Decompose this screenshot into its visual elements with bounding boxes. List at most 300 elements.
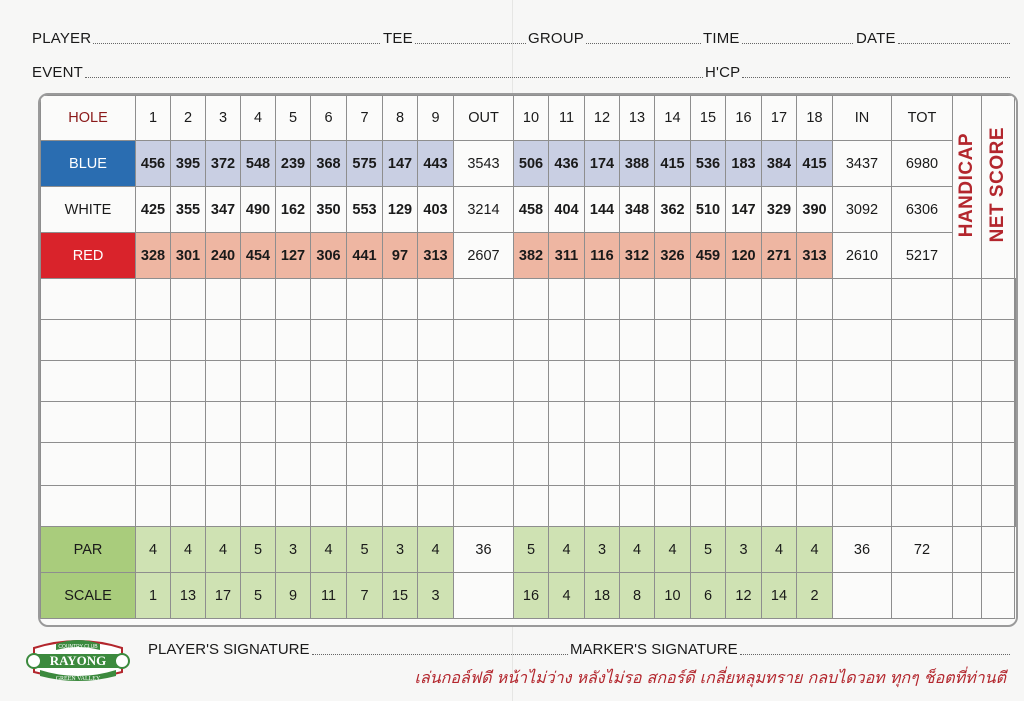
score-entry-cell[interactable]	[171, 361, 206, 402]
score-entry-cell[interactable]	[892, 361, 953, 402]
score-entry-cell[interactable]	[797, 486, 833, 527]
tot-total-cell: 6306	[892, 187, 953, 233]
score-entry-cell[interactable]	[833, 486, 892, 527]
score-entry-cell[interactable]	[982, 443, 1015, 486]
score-entry-cell[interactable]	[691, 402, 726, 443]
tee-line[interactable]	[383, 30, 528, 47]
score-entry-cell[interactable]	[585, 279, 620, 320]
score-entry-cell[interactable]	[620, 320, 655, 361]
score-entry-cell[interactable]	[514, 361, 549, 402]
score-entry-cell[interactable]	[655, 320, 691, 361]
hcp-line[interactable]	[705, 64, 1012, 81]
hole-number: 12	[585, 96, 620, 141]
tot-total-cell: 6980	[892, 141, 953, 187]
stroke-index-cell: 6	[691, 573, 726, 619]
score-entry-cell[interactable]	[454, 320, 514, 361]
score-entry-cell[interactable]	[454, 361, 514, 402]
score-entry-cell[interactable]	[726, 320, 762, 361]
player-signature-label: PLAYER'S SIGNATURE	[148, 641, 310, 658]
logo-bottom-text: GREEN VALLEY	[55, 676, 101, 682]
hole-number: 13	[620, 96, 655, 141]
stroke-index-cell: 7	[347, 573, 383, 619]
par-in-cell: 36	[833, 527, 892, 573]
score-entry-cell[interactable]	[383, 443, 418, 486]
in-total-cell: 3437	[833, 141, 892, 187]
score-entry-cell[interactable]	[797, 443, 833, 486]
score-entry-cell[interactable]	[276, 279, 311, 320]
hcp-label: H'CP	[705, 64, 741, 81]
par-cell: 5	[691, 527, 726, 573]
score-entry-cell[interactable]	[982, 279, 1015, 320]
score-entry-cell[interactable]	[276, 443, 311, 486]
time-line[interactable]	[703, 30, 855, 47]
score-entry-cell[interactable]	[1015, 443, 1016, 486]
tot-total-cell: 5217	[892, 233, 953, 279]
score-entry-cell[interactable]	[833, 361, 892, 402]
score-entry-cell[interactable]	[655, 486, 691, 527]
stroke-index-cell: 15	[383, 573, 418, 619]
par-cell: 3	[383, 527, 418, 573]
score-entry-cell[interactable]	[171, 402, 206, 443]
score-entry-cell[interactable]	[762, 443, 797, 486]
score-entry-cell[interactable]	[726, 486, 762, 527]
stroke-index-cell: 17	[206, 573, 241, 619]
score-entry-cell[interactable]	[982, 361, 1015, 402]
player-score-row	[41, 443, 1016, 486]
score-entry-cell[interactable]	[206, 443, 241, 486]
par-cell: 5	[514, 527, 549, 573]
score-entry-cell[interactable]	[383, 320, 418, 361]
player-score-row	[41, 402, 1016, 443]
score-entry-cell[interactable]	[136, 361, 171, 402]
time-label: TIME	[703, 30, 740, 47]
handicap-label: HANDICAP	[956, 132, 977, 238]
score-entry-cell[interactable]	[347, 486, 383, 527]
net-score-entry-cell[interactable]	[982, 527, 1015, 573]
score-entry-cell[interactable]	[311, 443, 347, 486]
score-entry-cell[interactable]	[620, 486, 655, 527]
score-entry-cell[interactable]	[418, 486, 454, 527]
yardage-cell: 347	[206, 187, 241, 233]
scorecard	[38, 93, 1018, 627]
yardage-cell: 456	[136, 141, 171, 187]
score-entry-cell[interactable]	[691, 443, 726, 486]
yardage-cell: 328	[136, 233, 171, 279]
score-entry-cell[interactable]	[41, 320, 136, 361]
yardage-cell: 415	[797, 141, 833, 187]
score-entry-cell[interactable]	[136, 486, 171, 527]
score-entry-cell[interactable]	[171, 320, 206, 361]
par-cell: 4	[762, 527, 797, 573]
marker-signature-label: MARKER'S SIGNATURE	[570, 641, 738, 658]
score-entry-cell[interactable]	[454, 443, 514, 486]
hole-number: 9	[418, 96, 454, 141]
score-entry-cell[interactable]	[892, 320, 953, 361]
yardage-cell: 355	[171, 187, 206, 233]
score-entry-cell[interactable]	[241, 443, 276, 486]
tot-header: TOT	[892, 96, 953, 141]
yardage-cell: 127	[276, 233, 311, 279]
score-entry-cell[interactable]	[1015, 486, 1016, 527]
hole-number: 15	[691, 96, 726, 141]
score-entry-cell[interactable]	[762, 486, 797, 527]
score-entry-cell[interactable]	[41, 279, 136, 320]
hole-number: 11	[549, 96, 585, 141]
score-entry-cell[interactable]	[549, 361, 585, 402]
player-score-row	[41, 361, 1016, 402]
group-label: GROUP	[528, 30, 585, 47]
tee-name-label: WHITE	[41, 187, 136, 233]
stroke-index-cell: 1	[136, 573, 171, 619]
score-entry-cell[interactable]	[41, 402, 136, 443]
score-entry-cell[interactable]	[171, 279, 206, 320]
yardage-cell: 362	[655, 187, 691, 233]
score-entry-cell[interactable]	[241, 402, 276, 443]
yardage-cell: 97	[383, 233, 418, 279]
player-score-row	[41, 320, 1016, 361]
score-entry-cell[interactable]	[982, 486, 1015, 527]
score-entry-cell[interactable]	[136, 320, 171, 361]
yardage-cell: 510	[691, 187, 726, 233]
score-entry-cell[interactable]	[953, 361, 982, 402]
score-entry-cell[interactable]	[892, 486, 953, 527]
score-entry-cell[interactable]	[953, 320, 982, 361]
yardage-cell: 240	[206, 233, 241, 279]
yardage-cell: 553	[347, 187, 383, 233]
par-row	[41, 527, 1016, 573]
yardage-cell: 312	[620, 233, 655, 279]
score-entry-cell[interactable]	[241, 486, 276, 527]
hole-number: 16	[726, 96, 762, 141]
par-cell: 3	[585, 527, 620, 573]
score-entry-cell[interactable]	[655, 443, 691, 486]
score-entry-cell[interactable]	[1015, 361, 1016, 402]
score-entry-cell[interactable]	[41, 443, 136, 486]
score-entry-cell[interactable]	[171, 486, 206, 527]
stroke-index-cell: 11	[311, 573, 347, 619]
score-entry-cell[interactable]	[514, 279, 549, 320]
yardage-cell: 536	[691, 141, 726, 187]
score-entry-cell[interactable]	[892, 402, 953, 443]
score-entry-cell[interactable]	[726, 402, 762, 443]
score-entry-cell[interactable]	[514, 402, 549, 443]
score-entry-cell[interactable]	[620, 279, 655, 320]
hole-number: 18	[797, 96, 833, 141]
score-entry-cell[interactable]	[691, 486, 726, 527]
score-entry-cell[interactable]	[383, 486, 418, 527]
hole-number: 5	[276, 96, 311, 141]
yardage-cell: 372	[206, 141, 241, 187]
yardage-cell: 490	[241, 187, 276, 233]
yardage-cell: 548	[241, 141, 276, 187]
handicap-column-header	[953, 96, 982, 279]
scale-label: SCALE	[41, 573, 136, 619]
marker-signature-line[interactable]	[570, 641, 1012, 658]
yardage-cell: 443	[418, 141, 454, 187]
par-cell: 4	[620, 527, 655, 573]
score-entry-cell[interactable]	[347, 320, 383, 361]
score-entry-cell[interactable]	[241, 320, 276, 361]
score-entry-cell[interactable]	[797, 279, 833, 320]
score-entry-cell[interactable]	[418, 279, 454, 320]
out-header: OUT	[454, 96, 514, 141]
hole-number: 2	[171, 96, 206, 141]
score-entry-cell[interactable]	[41, 361, 136, 402]
yardage-cell: 458	[514, 187, 549, 233]
score-entry-cell[interactable]	[726, 443, 762, 486]
score-entry-cell[interactable]	[797, 320, 833, 361]
score-entry-cell[interactable]	[347, 443, 383, 486]
yardage-cell: 120	[726, 233, 762, 279]
red-tee-row	[41, 233, 1016, 279]
score-entry-cell[interactable]	[655, 402, 691, 443]
score-entry-cell[interactable]	[383, 402, 418, 443]
stroke-index-cell: 3	[418, 573, 454, 619]
hole-number: 7	[347, 96, 383, 141]
white-tee-row	[41, 187, 1016, 233]
score-entry-cell[interactable]	[833, 320, 892, 361]
score-entry-cell[interactable]	[620, 443, 655, 486]
score-entry-cell[interactable]	[454, 486, 514, 527]
score-entry-cell[interactable]	[347, 361, 383, 402]
yardage-cell: 306	[311, 233, 347, 279]
par-cell: 4	[136, 527, 171, 573]
score-entry-cell[interactable]	[585, 361, 620, 402]
score-entry-cell[interactable]	[549, 320, 585, 361]
yardage-cell: 454	[241, 233, 276, 279]
score-entry-cell[interactable]	[241, 279, 276, 320]
yardage-cell: 404	[549, 187, 585, 233]
handicap-entry-cell[interactable]	[953, 573, 982, 619]
score-entry-cell[interactable]	[655, 361, 691, 402]
score-entry-cell[interactable]	[953, 443, 982, 486]
event-label: EVENT	[32, 64, 84, 81]
yardage-cell: 326	[655, 233, 691, 279]
score-entry-cell[interactable]	[514, 486, 549, 527]
yardage-cell: 350	[311, 187, 347, 233]
scale-out-cell	[454, 573, 514, 619]
score-entry-cell[interactable]	[206, 402, 241, 443]
stroke-index-cell: 13	[171, 573, 206, 619]
score-entry-cell[interactable]	[311, 279, 347, 320]
score-entry-cell[interactable]	[585, 402, 620, 443]
score-entry-cell[interactable]	[1015, 320, 1016, 361]
score-entry-cell[interactable]	[454, 402, 514, 443]
date-label: DATE	[856, 30, 896, 47]
score-entry-cell[interactable]	[41, 486, 136, 527]
score-entry-cell[interactable]	[762, 361, 797, 402]
tee-name-label: RED	[41, 233, 136, 279]
score-entry-cell[interactable]	[691, 279, 726, 320]
score-entry-cell[interactable]	[797, 402, 833, 443]
yardage-cell: 147	[383, 141, 418, 187]
yardage-cell: 147	[726, 187, 762, 233]
score-entry-cell[interactable]	[833, 443, 892, 486]
par-tot-cell: 72	[892, 527, 953, 573]
stroke-index-cell: 8	[620, 573, 655, 619]
score-entry-cell[interactable]	[206, 320, 241, 361]
score-entry-cell[interactable]	[311, 361, 347, 402]
score-entry-cell[interactable]	[762, 279, 797, 320]
tee-label: TEE	[383, 30, 413, 47]
score-entry-cell[interactable]	[833, 279, 892, 320]
player-signature-line[interactable]	[148, 641, 570, 658]
scale-tot-cell	[892, 573, 953, 619]
score-entry-cell[interactable]	[136, 443, 171, 486]
in-total-cell: 3092	[833, 187, 892, 233]
par-cell: 4	[418, 527, 454, 573]
tee-name-label: BLUE	[41, 141, 136, 187]
score-entry-cell[interactable]	[418, 443, 454, 486]
score-entry-cell[interactable]	[691, 320, 726, 361]
scorecard-table	[40, 95, 1016, 619]
etiquette-motto: เล่นกอล์ฟดี หน้าไม่ว่าง หลังไม่รอ สกอร์ดี เกลี่ยหลุมทราย กลบไดวอท ทุกๆ ช็อตที่ท่านตี	[414, 668, 1006, 687]
hole-number: 1	[136, 96, 171, 141]
hole-number: 10	[514, 96, 549, 141]
yardage-cell: 425	[136, 187, 171, 233]
score-entry-cell[interactable]	[276, 402, 311, 443]
score-entry-cell[interactable]	[982, 402, 1015, 443]
score-entry-cell[interactable]	[549, 443, 585, 486]
score-entry-cell[interactable]	[418, 361, 454, 402]
score-entry-cell[interactable]	[311, 486, 347, 527]
score-entry-cell[interactable]	[691, 361, 726, 402]
score-entry-cell[interactable]	[206, 361, 241, 402]
yardage-cell: 162	[276, 187, 311, 233]
yardage-cell: 390	[797, 187, 833, 233]
par-cell: 4	[655, 527, 691, 573]
yardage-cell: 329	[762, 187, 797, 233]
group-line[interactable]	[528, 30, 703, 47]
score-entry-cell[interactable]	[383, 361, 418, 402]
stroke-index-cell: 12	[726, 573, 762, 619]
score-entry-cell[interactable]	[726, 361, 762, 402]
player-score-row	[41, 279, 1016, 320]
scale-row	[41, 573, 1016, 619]
player-score-row	[41, 486, 1016, 527]
in-header: IN	[833, 96, 892, 141]
score-entry-cell[interactable]	[347, 279, 383, 320]
score-entry-cell[interactable]	[347, 402, 383, 443]
stroke-index-cell: 16	[514, 573, 549, 619]
stroke-index-cell: 14	[762, 573, 797, 619]
score-entry-cell[interactable]	[276, 320, 311, 361]
score-entry-cell[interactable]	[585, 486, 620, 527]
score-entry-cell[interactable]	[620, 361, 655, 402]
score-entry-cell[interactable]	[892, 443, 953, 486]
logo-main-text: RAYONG	[49, 653, 107, 668]
yardage-cell: 174	[585, 141, 620, 187]
yardage-cell: 384	[762, 141, 797, 187]
score-entry-cell[interactable]	[620, 402, 655, 443]
score-entry-cell[interactable]	[454, 279, 514, 320]
yardage-cell: 388	[620, 141, 655, 187]
score-entry-cell[interactable]	[982, 320, 1015, 361]
score-entry-cell[interactable]	[549, 402, 585, 443]
stroke-index-cell: 10	[655, 573, 691, 619]
yardage-cell: 311	[549, 233, 585, 279]
score-entry-cell[interactable]	[762, 320, 797, 361]
par-cell: 4	[171, 527, 206, 573]
score-entry-cell[interactable]	[241, 361, 276, 402]
hole-number: 6	[311, 96, 347, 141]
out-total-cell: 2607	[454, 233, 514, 279]
yardage-cell: 313	[418, 233, 454, 279]
score-entry-cell[interactable]	[514, 443, 549, 486]
net-score-column-header	[982, 96, 1015, 279]
score-entry-cell[interactable]	[549, 486, 585, 527]
date-line[interactable]	[856, 30, 1012, 47]
in-total-cell: 2610	[833, 233, 892, 279]
score-entry-cell[interactable]	[311, 402, 347, 443]
yardage-cell: 368	[311, 141, 347, 187]
score-entry-cell[interactable]	[136, 279, 171, 320]
score-entry-cell[interactable]	[953, 402, 982, 443]
score-entry-cell[interactable]	[1015, 279, 1016, 320]
hole-number: 4	[241, 96, 276, 141]
yardage-cell: 129	[383, 187, 418, 233]
scale-in-cell	[833, 573, 892, 619]
score-entry-cell[interactable]	[655, 279, 691, 320]
score-entry-cell[interactable]	[797, 361, 833, 402]
hole-number: 8	[383, 96, 418, 141]
yardage-cell: 506	[514, 141, 549, 187]
score-entry-cell[interactable]	[549, 279, 585, 320]
score-entry-cell[interactable]	[418, 320, 454, 361]
net-score-entry-cell[interactable]	[982, 573, 1015, 619]
yardage-cell: 436	[549, 141, 585, 187]
yardage-cell: 144	[585, 187, 620, 233]
hole-number: 3	[206, 96, 241, 141]
score-entry-cell[interactable]	[206, 486, 241, 527]
player-line[interactable]	[32, 30, 382, 47]
hole-number: 14	[655, 96, 691, 141]
score-entry-cell[interactable]	[1015, 402, 1016, 443]
score-entry-cell[interactable]	[383, 279, 418, 320]
par-cell: 5	[347, 527, 383, 573]
score-entry-cell[interactable]	[953, 486, 982, 527]
par-cell: 3	[726, 527, 762, 573]
event-line[interactable]	[32, 64, 705, 81]
score-entry-cell[interactable]	[892, 279, 953, 320]
score-entry-cell[interactable]	[514, 320, 549, 361]
stroke-index-cell: 4	[549, 573, 585, 619]
handicap-entry-cell[interactable]	[953, 527, 982, 573]
yardage-cell: 301	[171, 233, 206, 279]
score-entry-cell[interactable]	[762, 402, 797, 443]
yardage-cell: 441	[347, 233, 383, 279]
yardage-cell: 575	[347, 141, 383, 187]
hole-number-row	[41, 96, 1016, 141]
club-logo	[26, 636, 130, 688]
logo-top-text: COUNTRY CLUB	[58, 644, 98, 650]
yardage-cell: 183	[726, 141, 762, 187]
score-entry-cell[interactable]	[171, 443, 206, 486]
score-entry-cell[interactable]	[953, 279, 982, 320]
score-entry-cell[interactable]	[833, 402, 892, 443]
score-entry-cell[interactable]	[276, 486, 311, 527]
score-entry-cell[interactable]	[311, 320, 347, 361]
score-entry-cell[interactable]	[206, 279, 241, 320]
yardage-cell: 459	[691, 233, 726, 279]
score-entry-cell[interactable]	[136, 402, 171, 443]
score-entry-cell[interactable]	[276, 361, 311, 402]
score-entry-cell[interactable]	[585, 320, 620, 361]
score-entry-cell[interactable]	[418, 402, 454, 443]
score-entry-cell[interactable]	[585, 443, 620, 486]
yardage-cell: 313	[797, 233, 833, 279]
score-entry-cell[interactable]	[726, 279, 762, 320]
